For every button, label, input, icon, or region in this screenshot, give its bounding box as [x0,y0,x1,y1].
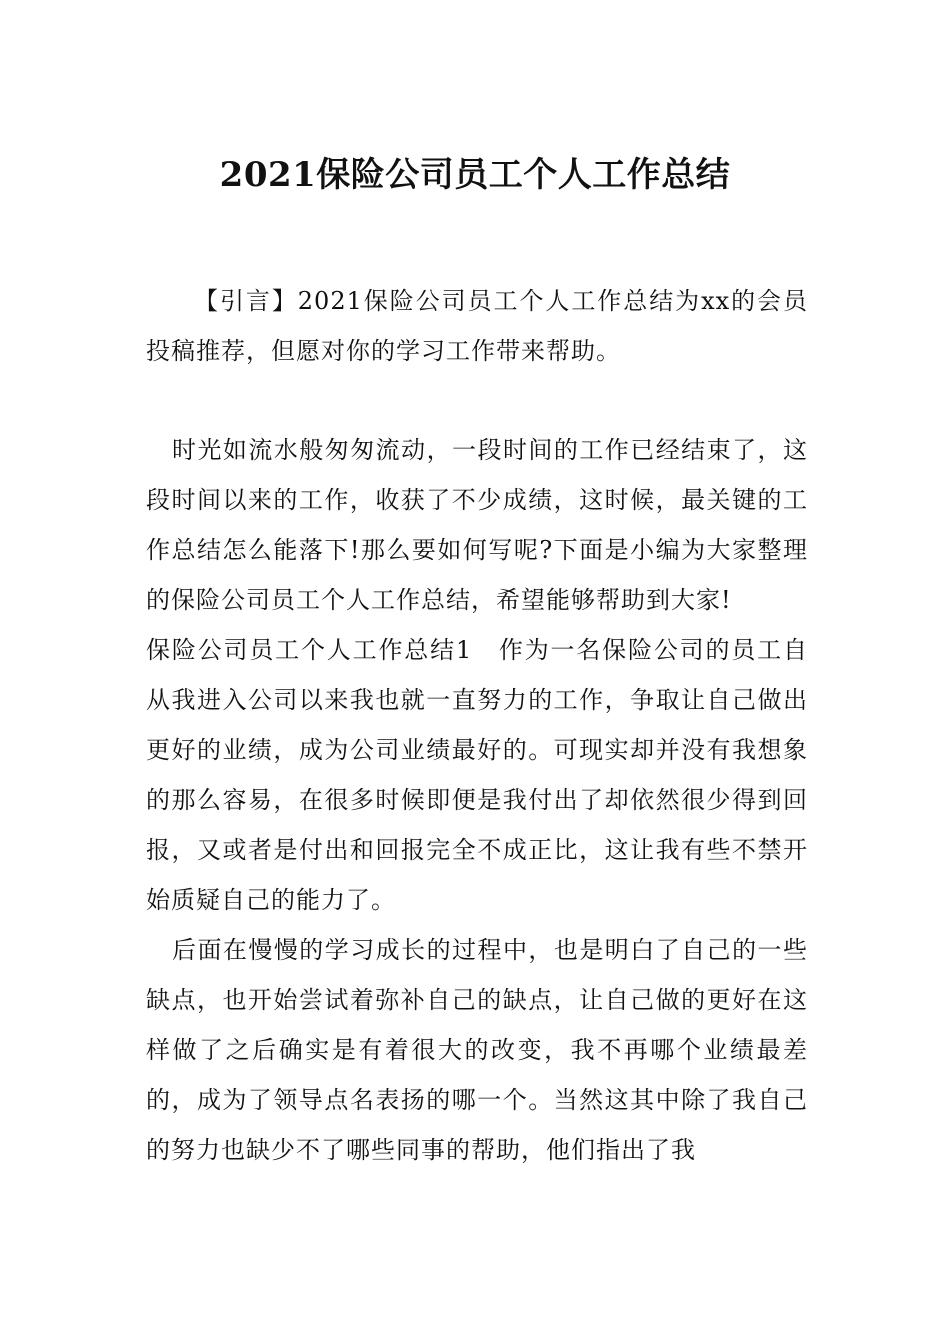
body-section [146,425,808,1175]
intro-paragraph: 【引言】2021保险公司员工个人工作总结为xx的会员投稿推荐，但愿对你的学习工作带来帮助。 [146,287,808,365]
page-title: 2021保险公司员工个人工作总结 [219,154,731,195]
intro-section [146,276,808,376]
body-paragraph-3: 后面在慢慢的学习成长的过程中，也是明白了自己的一些缺点，也开始尝试着弥补自己的缺点，让自己做的更好在这样做了之后确实是有着很大的改变，我不再哪个业绩最差的，成为了领导点名表扬的哪一个。当然这其中除了我自己的努力也缺少不了哪些同事的帮助，他们指出了我 [146,936,808,1164]
body-paragraph-1: 时光如流水般匆匆流动，一段时间的工作已经结束了，这段时间以来的工作，收获了不少成绩，这时候，最关键的工作总结怎么能落下!那么要如何写呢?下面是小编为大家整理的保险公司员工个人工作总结，希望能够帮助到大家! [146,436,808,614]
body-paragraph-2: 保险公司员工个人工作总结1 作为一名保险公司的员工自从我进入公司以来我也就一直努力的工作，争取让自己做出更好的业绩，成为公司业绩最好的。可现实却并没有我想象的那么容易，在很多时候即便是我付出了却依然很少得到回报，又或者是付出和回报完全不成正比，这让我有些不禁开始质疑自己的能力了。 [146,636,808,914]
